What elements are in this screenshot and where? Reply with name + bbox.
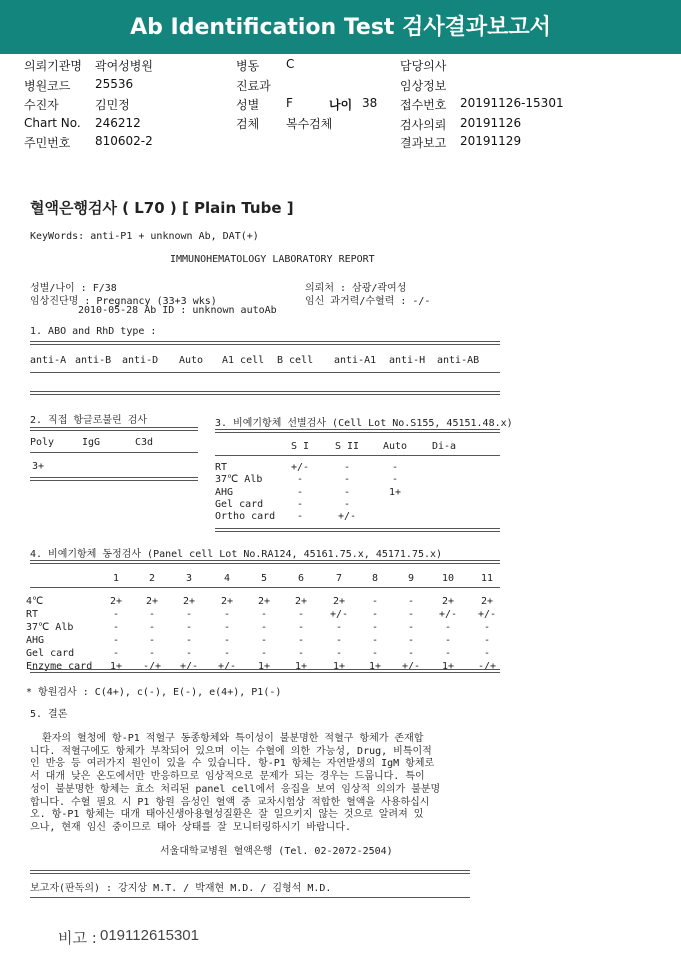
sec3-row-label: Ortho card (215, 511, 276, 523)
header-label: 병동 (236, 59, 260, 73)
sec1-title: 1. ABO and RhD type : (30, 326, 157, 337)
header-value: F (286, 96, 293, 110)
sec4-cell: - (185, 634, 193, 646)
header-value: 810602-2 (95, 134, 153, 148)
sec4-cell: - (223, 647, 231, 659)
sec4-cell: - (112, 647, 120, 659)
sec4-row-label: 37℃ Alb (26, 621, 74, 633)
sec4-cell: 2+ (480, 596, 494, 607)
conclusion-line: 합니다. 수혈 필요 시 P1 항원 음성인 혈액 중 교차시험상 적합한 혈액을 사용하십시 (30, 796, 430, 808)
sec4-cell: 2+ (220, 596, 234, 607)
sec3-cell: - (296, 511, 304, 523)
conclusion-line: 으나, 현재 임신 중이므로 태아 상태를 잘 모니터링하시기 바랍니다. (30, 821, 352, 833)
sec4-cell: - (297, 647, 305, 659)
divider (30, 560, 500, 564)
sec4-row-label: Enzyme card (26, 660, 93, 672)
sec4-cell: +/- (477, 608, 497, 620)
sec3-cell: - (343, 462, 351, 473)
sec4-cell: +/- (217, 660, 237, 672)
sec3-cell: - (296, 474, 304, 486)
conclusion-line: 성이 불분명한 항체는 효소 처리된 panel cell에서 응집을 보여 임상적 의의가 불분명 (30, 783, 441, 795)
sec4-cell: - (260, 634, 268, 646)
sec4-header: 8 (371, 573, 379, 584)
sec4-cell: 1+ (109, 660, 123, 672)
sec2-header: IgG (82, 437, 101, 448)
sec1-header: anti-A (30, 355, 67, 366)
sec1-header: anti-D (122, 355, 159, 366)
divider (215, 528, 500, 532)
sec4-row-label: Gel card (26, 647, 75, 659)
sec4-cell: - (148, 647, 156, 659)
patient-line3: 2010-05-28 Ab ID : unknown autoAb (78, 305, 277, 316)
bigo-label: 비고 : (58, 929, 97, 947)
sec4-header: 10 (441, 573, 455, 584)
divider (215, 455, 500, 456)
sec4-cell: 2+ (182, 596, 196, 607)
header-label: 수진자 (24, 98, 59, 112)
divider (30, 669, 500, 673)
sec4-cell: 2+ (441, 596, 455, 607)
sec4-cell: 1+ (294, 660, 308, 672)
divider (215, 429, 500, 433)
sec4-cell: 1+ (368, 660, 382, 672)
sec4-cell: - (444, 621, 452, 633)
hospital-line: 서울대학교병원 혈액은행 (Tel. 02-2072-2504) (160, 846, 393, 857)
sec4-cell: -/+ (142, 660, 162, 672)
divider (30, 427, 198, 431)
sec4-cell: - (444, 647, 452, 659)
sec3-row-label: 37℃ Alb (215, 474, 263, 486)
sec4-cell: +/- (179, 660, 199, 672)
sec4-cell: - (483, 647, 491, 659)
divider (30, 870, 470, 874)
conclusion-line: 서 대개 낮은 온도에서만 반응하므로 임상적으로 문제가 되는 경우는 드뭅니다. 특이 (30, 771, 425, 783)
sec4-cell: - (407, 621, 415, 633)
sec1-header: A1 cell (222, 355, 265, 366)
sec4-cell: 1+ (257, 660, 271, 672)
sec4-cell: - (112, 621, 120, 633)
header-value: 25536 (95, 77, 134, 91)
sec3-cell: 1+ (388, 486, 402, 498)
sec4-cell: - (371, 608, 379, 620)
header-value: C (286, 57, 295, 71)
sec4-cell: - (148, 608, 156, 620)
sec4-cell: - (371, 647, 379, 659)
keywords: KeyWords: anti-P1 + unknown Ab, DAT(+) (30, 231, 259, 242)
bigo-value: 019112615301 (100, 927, 199, 944)
sec4-title: 4. 비예기항체 동정검사 (Panel cell Lot No.RA124, 45161.75.x, 45171.75.x) (30, 549, 443, 560)
sec1-header: anti-H (389, 355, 426, 366)
age-value: 38 (362, 96, 378, 110)
sec4-header: 9 (407, 573, 415, 584)
sec4-cell: - (223, 608, 231, 620)
header-label: 결과보고 (400, 136, 447, 150)
sec3-header: S I (290, 441, 310, 452)
sec4-cell: - (148, 621, 156, 633)
header-value: 20191129 (460, 134, 522, 148)
header-label: Chart No. (24, 116, 81, 130)
divider (30, 587, 500, 588)
sec4-cell: -/+ (477, 660, 497, 672)
age-label: 나이 (329, 98, 353, 112)
sec4-cell: +/- (438, 608, 458, 620)
sec1-header: Auto (179, 355, 204, 366)
sec4-cell: - (371, 621, 379, 633)
header-label: 검사의뢰 (400, 118, 447, 132)
sec4-cell: - (371, 634, 379, 646)
sec4-header: 11 (480, 573, 494, 584)
sec4-cell: - (148, 634, 156, 646)
sec4-cell: - (112, 634, 120, 646)
divider (30, 477, 198, 481)
sec2-value: 3+ (32, 461, 45, 472)
header-label: 검체 (236, 117, 260, 131)
sec4-cell: - (483, 621, 491, 633)
sec4-cell: - (185, 647, 193, 659)
sec4-cell: - (407, 596, 415, 607)
sec4-cell: 1+ (441, 660, 455, 672)
sec4-row-label: 4℃ (26, 596, 44, 607)
sec2-header: C3d (135, 437, 154, 448)
sec4-header: 3 (185, 573, 193, 584)
sec4-cell: - (260, 647, 268, 659)
sec5-title: 5. 결론 (30, 709, 68, 720)
sec3-row-label: RT (215, 462, 228, 473)
sec4-header: 2 (148, 573, 156, 584)
sec2-title: 2. 직접 항글로불린 검사 (30, 415, 148, 426)
sec4-cell: 2+ (294, 596, 308, 607)
sec4-cell: - (223, 621, 231, 633)
sec4-cell: 2+ (145, 596, 159, 607)
patient-line2: 임상진단명 : Pregnancy (33+3 wks) (30, 296, 217, 307)
sec4-cell: - (185, 608, 193, 620)
sec3-cell: - (343, 474, 351, 486)
sec4-header: 6 (297, 573, 305, 584)
lab-title: IMMUNOHEMATOLOGY LABORATORY REPORT (170, 254, 375, 265)
sec3-header: S II (334, 441, 360, 452)
sec3-header: Di-a (431, 441, 457, 452)
sec4-cell: - (260, 608, 268, 620)
sec4-cell: 2+ (257, 596, 271, 607)
header-value: 20191126 (460, 116, 522, 130)
sec4-header: 4 (223, 573, 231, 584)
header-label: 진료과 (236, 79, 271, 93)
sec4-row-label: AHG (26, 634, 45, 646)
sec4-cell: - (483, 634, 491, 646)
sec3-cell: - (296, 498, 304, 510)
sec3-cell: +/- (337, 511, 357, 523)
divider (30, 372, 500, 373)
sec4-cell: 2+ (109, 596, 123, 607)
header-value: 김민정 (95, 98, 130, 112)
patient-line1-right: 의뢰처 : 삼광/곽여성 (305, 283, 407, 294)
sec3-cell: - (296, 486, 304, 498)
sec2-header: Poly (30, 437, 55, 448)
divider (30, 341, 500, 345)
sec3-cell: - (343, 498, 351, 510)
header-label: 주민번호 (24, 136, 71, 150)
header-label: 담당의사 (400, 59, 447, 73)
sec4-cell: - (297, 621, 305, 633)
reporter-line: 보고자(판독의) : 강지상 M.T. / 박재현 M.D. / 김형석 M.D. (30, 883, 332, 894)
header-label: 임상정보 (400, 79, 447, 93)
sec4-cell: +/- (401, 660, 421, 672)
sec4-cell: - (297, 608, 305, 620)
sec1-header: anti-B (75, 355, 112, 366)
sec4-cell: +/- (329, 608, 349, 620)
conclusion-line: 인 반응 등 여러가지 원인이 있을 수 있습니다. 항-P1 항체는 자연발생의 IgM 항체로 (30, 758, 435, 770)
header-value: 20191126-15301 (460, 96, 564, 110)
divider (30, 452, 198, 453)
divider (30, 897, 470, 898)
report-heading: 혈액은행검사 ( L70 ) [ Plain Tube ] (30, 199, 294, 217)
header-label: 의뢰기관명 (24, 59, 82, 73)
header-label: 성별 (236, 98, 260, 112)
sec4-cell: - (185, 621, 193, 633)
sec3-row-label: AHG (215, 486, 234, 498)
sec4-cell: - (297, 634, 305, 646)
sec3-row-label: Gel card (215, 498, 264, 510)
sec4-cell: - (335, 647, 343, 659)
patient-line1: 성별/나이 : F/38 (30, 283, 117, 294)
sec4-cell: - (260, 621, 268, 633)
sec1-header: B cell (277, 355, 314, 366)
header-value: 246212 (95, 116, 141, 130)
sec4-cell: - (407, 634, 415, 646)
sec1-header: anti-A1 (334, 355, 377, 366)
sec4-cell: - (371, 596, 379, 607)
sec4-header: 5 (260, 573, 268, 584)
header-label: 접수번호 (400, 98, 447, 112)
sec4-cell: - (407, 608, 415, 620)
sec4-cell: - (407, 647, 415, 659)
sec4-cell: 2+ (332, 596, 346, 607)
sec4-cell: 1+ (332, 660, 346, 672)
sec3-header: Auto (382, 441, 408, 452)
header-value: 복수검체 (286, 117, 333, 131)
sec1-header: anti-AB (437, 355, 480, 366)
sec3-cell: - (343, 486, 351, 498)
sec4-cell: - (444, 634, 452, 646)
patient-line2-right: 임신 과거력/수혈력 : -/- (305, 296, 431, 307)
header-value: 곽여성병원 (95, 59, 153, 73)
header-label: 병원코드 (24, 79, 71, 93)
conclusion-line: 오. 항-P1 항체는 대개 태아신생아용혈성질환은 잘 일으키지 않는 것으로 알려져 있 (30, 809, 424, 821)
sec4-cell: - (112, 608, 120, 620)
sec4-header: 7 (335, 573, 343, 584)
sec4-cell: - (335, 621, 343, 633)
sec3-cell: - (391, 462, 399, 473)
sec4-header: 1 (112, 573, 120, 584)
sec3-title: 3. 비예기항체 선별검사 (Cell Lot No.S155, 45151.48.x) (215, 418, 513, 429)
sec4-cell: - (223, 634, 231, 646)
page-title: Ab Identification Test 검사결과보고서 (130, 15, 551, 40)
sec4-row-label: RT (26, 608, 39, 620)
sec3-cell: - (391, 474, 399, 486)
divider (30, 391, 500, 395)
sec3-cell: +/- (290, 462, 310, 473)
antigen-line: * 항원검사 : C(4+), c(-), E(-), e(4+), P1(-) (26, 687, 282, 698)
conclusion-line: 환자의 혈청에 항-P1 적혈구 동종항체와 특이성이 불분명한 적혈구 항체가 존재합 (30, 733, 424, 744)
conclusion-line: 니다. 적혈구에도 항체가 부착되어 있으며 이는 수혈에 의한 가능성, Drug, 비특이적 (30, 745, 432, 757)
sec4-cell: - (335, 634, 343, 646)
